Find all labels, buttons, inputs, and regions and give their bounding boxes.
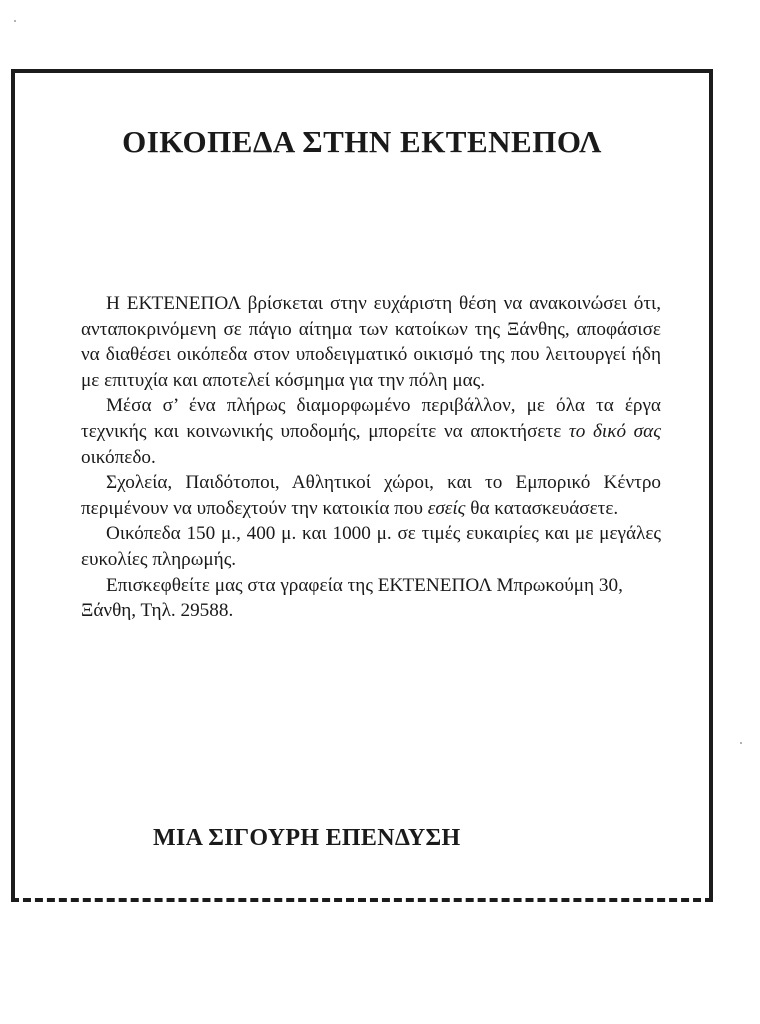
scan-speck <box>740 742 742 744</box>
paragraph-plot-sizes: Οικόπεδα 150 μ., 400 μ. και 1000 μ. σε τιμές ευκαιρίες και με μεγάλες ευκολίες πληρωμής. <box>81 523 661 570</box>
advertisement-border <box>11 69 713 902</box>
paragraph-announcement: Η ΕΚΤΕΝΕΠΟΛ βρίσκεται στην ευχάριστη θέση να ανακοινώσει ότι, ανταποκρινόμενη σε πάγιο αίτημα των κατοίκων της Ξάνθης, αποφάσισε να διαθέσει οικόπεδα στον υποδειγματικό οικισμό της που λειτουργεί ήδη με επιτυχία και αποτελεί κόσμημα για την πόλη μας. <box>81 293 661 391</box>
ad-slogan: ΜΙΑ ΣΙΓΟΥΡΗ ΕΠΕΝΔΥΣΗ <box>153 825 461 851</box>
emphasis-you: εσείς <box>427 497 466 519</box>
paragraph-environment-text: Μέσα σ’ ένα πλήρως διαμορφωμένο περιβάλλον, με όλα τα έργα τεχνικής και κοινωνικής υποδομής, μπορείτε να αποκτήσετε <box>81 395 661 442</box>
paragraph-facilities <box>81 470 661 521</box>
scan-speck <box>14 20 16 22</box>
paragraph-environment <box>81 393 661 470</box>
emphasis-your-own: το δικό σας <box>568 420 661 442</box>
ad-title: ΟΙΚΟΠΕΔΑ ΣΤΗΝ ΕΚΤΕΝΕΠΟΛ <box>122 124 602 159</box>
paragraph-environment-end: οικόπεδο. <box>81 446 156 468</box>
paragraph-facilities-end: θα κατασκευάσετε. <box>465 497 619 519</box>
paragraph-facilities-text: Σχολεία, Παιδότοποι, Αθλητικοί χώροι, και το Εμπορικό Κέντρο περιμένουν να υποδεχτούν την κατοικία που <box>81 472 661 519</box>
paragraph-contact: Επισκεφθείτε μας στα γραφεία της ΕΚΤΕΝΕΠΟΛ Μπρωκούμη 30, Ξάνθη, Τηλ. 29588. <box>81 574 623 622</box>
ad-body <box>81 291 661 624</box>
